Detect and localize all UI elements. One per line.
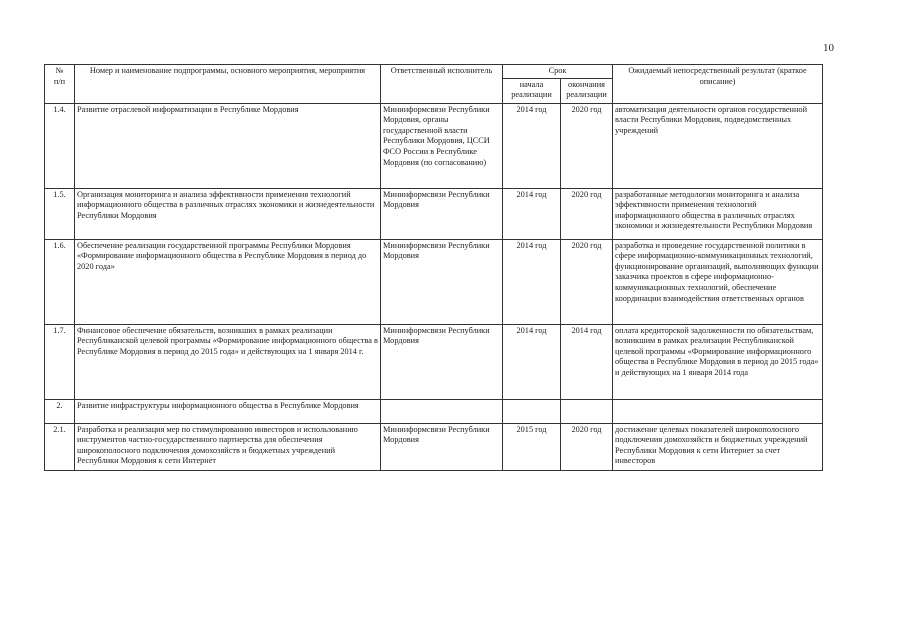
row-number: 1.7. xyxy=(53,325,66,335)
row-executor xyxy=(383,401,500,422)
table-row xyxy=(45,324,823,399)
row-start: 2014 год xyxy=(516,104,547,114)
header-end: окончания реализации xyxy=(561,78,613,103)
row-name: Развитие отраслевой информатизации в Республике Мордовия xyxy=(77,104,299,114)
row-name: Обеспечение реализации государственной программы Республики Мордовия «Формирование информационного общества в Республике Мордовия в период до 2020 года» xyxy=(77,240,367,271)
header-start: начала реализации xyxy=(503,78,561,103)
table-row xyxy=(45,239,823,324)
header-num: № п/п xyxy=(45,65,75,104)
row-end xyxy=(563,401,610,422)
header-term: Срок xyxy=(503,65,613,79)
row-start: 2014 год xyxy=(516,325,547,335)
row-name: Организация мониторинга и анализа эффективности применения технологий информационного общества в различных отраслях экономики и жизнедеятельности Республики Мордовия xyxy=(77,189,375,220)
row-result: достижение целевых показателей широкополосного подключения домохозяйств и бюджетных учреждений Республики Мордовия к сети Интернет за счет инвесторов xyxy=(615,424,808,466)
row-start: 2015 год xyxy=(516,424,547,434)
row-executor: Мининформсвязи Республики Мордовия xyxy=(383,189,490,210)
table-section-row xyxy=(45,399,823,423)
section-name: Развитие инфраструктуры информационного общества в Республике Мордовия xyxy=(77,400,359,410)
header-result: Ожидаемый непосредственный результат (краткое описание) xyxy=(613,65,823,104)
row-result xyxy=(615,401,820,422)
row-executor: Мининформсвязи Республики Мордовия xyxy=(383,240,490,261)
section-number: 2. xyxy=(56,400,63,410)
row-number: 2.1. xyxy=(53,424,66,434)
row-result: разработанные методологии мониторинга и анализа эффективности применения технологий информационного общества в различных отраслях экономики и жизнедеятельности Республики Мордовия xyxy=(615,189,813,231)
table-row xyxy=(45,103,823,188)
header-executor: Ответственный исполнитель xyxy=(381,65,503,104)
row-result: автоматизация деятельности органов государственной власти Республики Мордовия, подведомственных учреждений xyxy=(615,104,808,135)
row-number: 1.5. xyxy=(53,189,66,199)
row-result: оплата кредиторской задолженности по обязательствам, возникшим в рамках реализации Республиканской целевой программы «Формирование информационного общества в Республике Мордовия в период до 2015 года» и действующих на 1 января 2014 года xyxy=(615,325,819,377)
table-header-row xyxy=(45,65,823,79)
row-name: Финансовое обеспечение обязательств, возникших в рамках реализации Республиканской целевой программы «Формирование информационного общества в Республике Мордовия в период до 2015 года» и действующих на 1 января 2014 г. xyxy=(77,325,378,356)
row-end: 2014 год xyxy=(571,325,602,335)
row-start xyxy=(505,401,558,422)
row-end: 2020 год xyxy=(571,424,602,434)
row-result: разработка и проведение государственной политики в сфере информационно-коммуникационных технологий, функционирование организаций, выполняющих функции заказчика проектов в сфере информационно-коммуникационных технологий, обеспечение координации взаимодействия ответственных органов xyxy=(615,240,819,303)
table-row xyxy=(45,188,823,239)
row-end: 2020 год xyxy=(571,240,602,250)
row-name: Разработка и реализация мер по стимулированию инвесторов и использованию инструментов частно-государственного партнерства для обеспечения широкополосного подключения домохозяйств и бюджетных учреждений Республики Мордовия к сети Интернет xyxy=(77,424,358,466)
row-start: 2014 год xyxy=(516,240,547,250)
activities-table xyxy=(44,64,823,471)
row-executor: Мининформсвязи Республики Мордовия, органы государственной власти Республики Мордовия, ЦССИ ФСО России в Республике Мордовия (по согласованию) xyxy=(383,104,490,167)
row-number: 1.4. xyxy=(53,104,66,114)
table-row xyxy=(45,423,823,470)
page-number: 10 xyxy=(823,42,834,54)
row-end: 2020 год xyxy=(571,104,602,114)
header-name: Номер и наименование подпрограммы, основного мероприятия, мероприятия xyxy=(75,65,381,104)
row-end: 2020 год xyxy=(571,189,602,199)
row-start: 2014 год xyxy=(516,189,547,199)
row-executor: Мининформсвязи Республики Мордовия xyxy=(383,424,490,445)
row-number: 1.6. xyxy=(53,240,66,250)
row-executor: Мининформсвязи Республики Мордовия xyxy=(383,325,490,346)
